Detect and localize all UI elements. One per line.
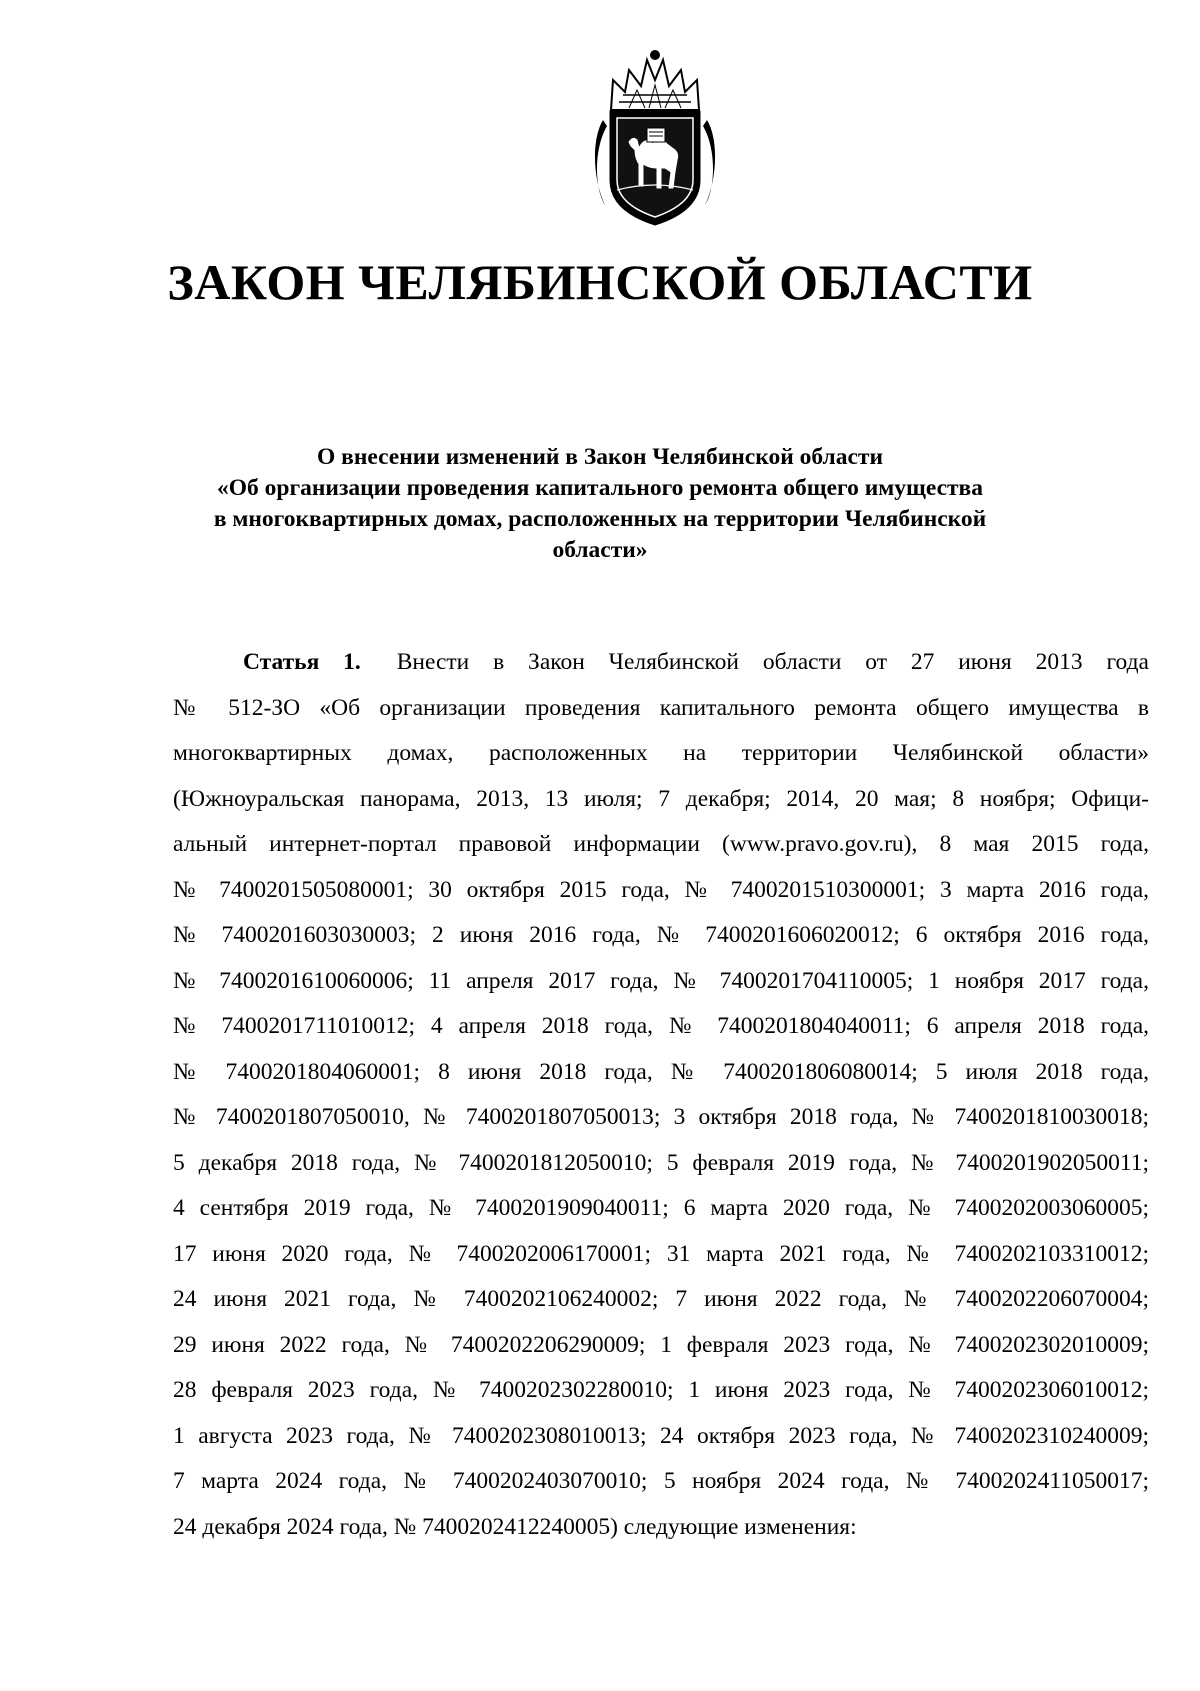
article-first-line-text: Внести в Закон Челябинской области от 27 июня 2013 года bbox=[396, 649, 1149, 675]
body-line: многоквартирных домах, расположенных на территории Челябинской области» bbox=[173, 740, 1149, 766]
subtitle-line: области» bbox=[552, 537, 648, 563]
body-line: № 7400201807050010, № 7400201807050013; 3 октября 2018 года, № 7400201810030018; bbox=[173, 1104, 1149, 1130]
body-line: № 7400201505080001; 30 октября 2015 года, № 7400201510300001; 3 марта 2016 года, bbox=[173, 876, 1149, 903]
body-line: 24 декабря 2024 года, № 7400202412240005) следующие изменения: bbox=[173, 1513, 857, 1540]
body-line: альный интернет-портал правовой информации (www.pravo.gov.ru), 8 мая 2015 года, bbox=[173, 831, 1149, 857]
body-line: 28 февраля 2023 года, № 7400202302280010; 1 июня 2023 года, № 7400202306010012; bbox=[173, 1377, 1149, 1403]
article-label: Статья 1. bbox=[243, 649, 361, 675]
body-line: № 7400201610060006; 11 апреля 2017 года, № 7400201704110005; 1 ноября 2017 года, bbox=[173, 967, 1149, 994]
body-line: 17 июня 2020 года, № 7400202006170001; 31 марта 2021 года, № 7400202103310012; bbox=[173, 1240, 1149, 1267]
law-title: ЗАКОН ЧЕЛЯБИНСКОЙ ОБЛАСТИ bbox=[167, 254, 1033, 310]
subtitle-line: «Об организации проведения капитального ремонта общего имущества bbox=[216, 475, 984, 501]
body-line: 4 сентября 2019 года, № 7400201909040011; 6 марта 2020 года, № 7400202003060005; bbox=[173, 1195, 1149, 1221]
body-line: № 512-ЗО «Об организации проведения капитального ремонта общего имущества в bbox=[173, 694, 1149, 721]
body-line: 7 марта 2024 года, № 7400202403070010; 5 ноября 2024 года, № 7400202411050017; bbox=[173, 1468, 1149, 1494]
body-line: (Южноуральская панорама, 2013, 13 июля; 7 декабря; 2014, 20 мая; 8 ноября; Офици- bbox=[173, 785, 1149, 812]
body-line: № 7400201603030003; 2 июня 2016 года, № 7400201606020012; 6 октября 2016 года, bbox=[173, 922, 1149, 948]
article-first-line bbox=[173, 640, 1149, 686]
crown-icon bbox=[611, 50, 699, 110]
subtitle-line: в многоквартирных домах, расположенных на территории Челябинской bbox=[213, 506, 987, 532]
body-line: № 7400201711010012; 4 апреля 2018 года, № 7400201804040011; 6 апреля 2018 года, bbox=[173, 1013, 1149, 1039]
body-line: 24 июня 2021 года, № 7400202106240002; 7 июня 2022 года, № 7400202206070004; bbox=[173, 1286, 1149, 1312]
body-line: 1 августа 2023 года, № 7400202308010013; 24 октября 2023 года, № 7400202310240009; bbox=[173, 1422, 1149, 1449]
article-1-body bbox=[173, 640, 1149, 1550]
body-line: 5 декабря 2018 года, № 7400201812050010; 5 февраля 2019 года, № 7400201902050011; bbox=[173, 1149, 1149, 1176]
body-line: № 7400201804060001; 8 июня 2018 года, № 7400201806080014; 5 июля 2018 года, bbox=[173, 1058, 1149, 1085]
body-line: 29 июня 2022 года, № 7400202206290009; 1 февраля 2023 года, № 7400202302010009; bbox=[173, 1331, 1149, 1358]
law-subtitle bbox=[150, 442, 1050, 566]
subtitle-line: О внесении изменений в Закон Челябинской области bbox=[316, 444, 883, 470]
chelyabinsk-coat-of-arms-emblem bbox=[589, 40, 721, 230]
